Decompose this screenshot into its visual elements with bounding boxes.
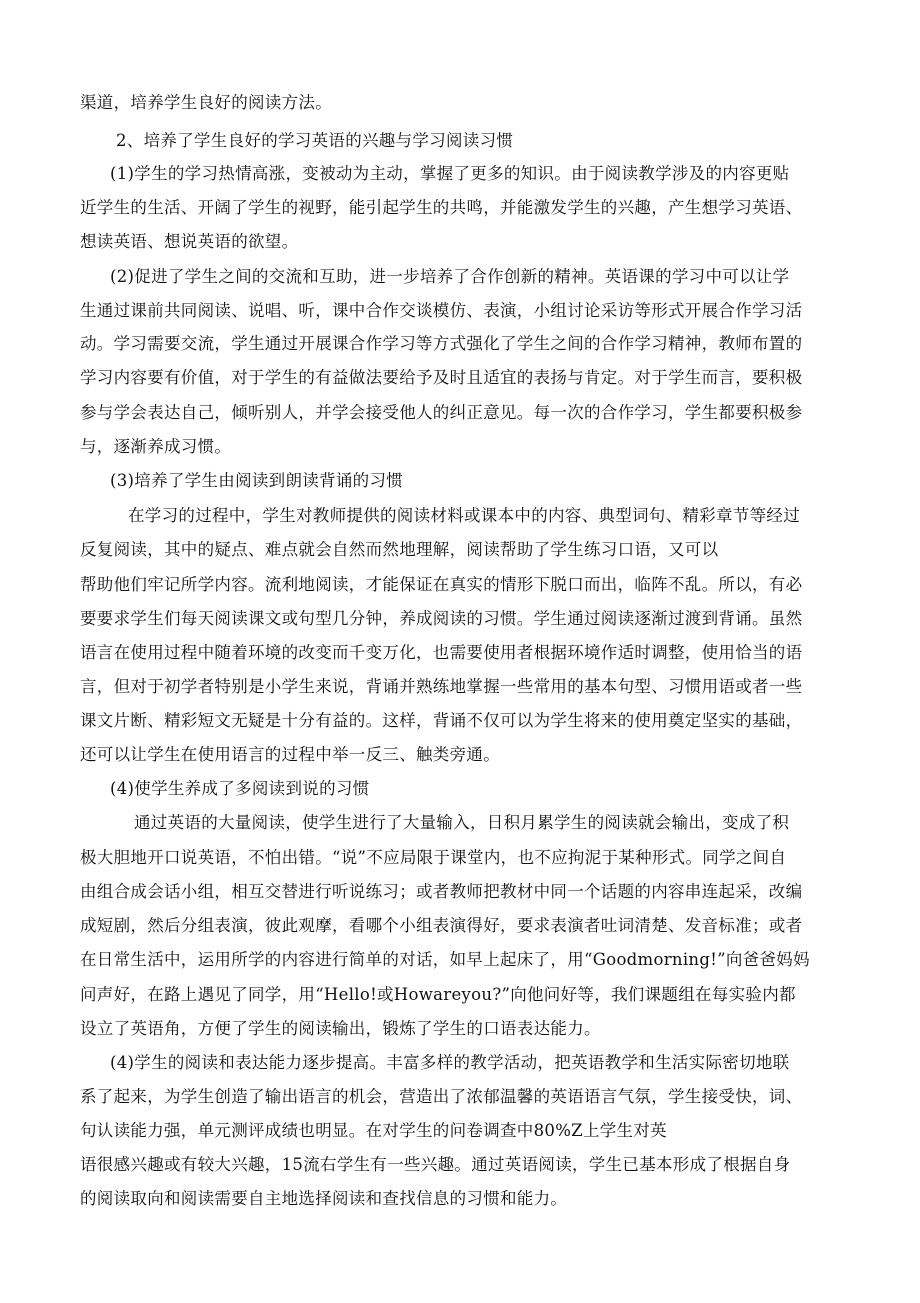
text-line: 帮助他们牢记所学内容。流利地阅读，才能保证在真实的情形下脱口而出，临阵不乱。所以，有必 bbox=[80, 575, 803, 594]
text-line: 生通过课前共同阅读、说唱、听，课中合作交谈模仿、表演，小组讨论采访等形式开展合作学习活 bbox=[80, 301, 803, 320]
paragraph-heading: (4)使学生养成了多阅读到说的习惯 bbox=[110, 779, 370, 798]
text-line: 课文片断、精彩短文无疑是十分有益的。这样，背诵不仅可以为学生将来的使用奠定坚实的基础， bbox=[80, 711, 803, 730]
text-line: 近学生的生活、开阔了学生的视野，能引起学生的共鸣，并能激发学生的兴趣，产生想学习英语、 bbox=[80, 198, 803, 217]
text-line: 学习内容要有价值，对于学生的有益做法要给予及时且适宜的表扬与肯定。对于学生而言，要积极 bbox=[80, 368, 803, 387]
text-line: 言，但对于初学者特别是小学生来说，背诵并熟练地掌握一些常用的基本句型、习惯用语或者一些 bbox=[80, 677, 803, 696]
text-line: 句认读能力强，单元测评成绩也明显。在对学生的问卷调查中80%Z上学生对英 bbox=[80, 1121, 667, 1140]
paragraph-heading: (4)学生的阅读和表达能力逐步提高。丰富多样的教学活动，把英语教学和生活实际密切地联 bbox=[110, 1053, 790, 1072]
text-line: 动。学习需要交流，学生通过开展课合作学习等方式强化了学生之间的合作学习精神，教师布置的 bbox=[80, 334, 803, 353]
text-line: 极大胆地开口说英语，不怕出错。“说”不应局限于课堂内，也不应拘泥于某种形式。同学之间自 bbox=[80, 848, 787, 867]
text-line: 要要求学生们每天阅读课文或句型几分钟，养成阅读的习惯。学生通过阅读逐渐过渡到背诵。虽然 bbox=[80, 609, 803, 628]
text-line: 的阅读取向和阅读需要自主地选择阅读和查找信息的习惯和能力。 bbox=[80, 1189, 568, 1208]
text-line: 设立了英语角，方便了学生的阅读输出，锻炼了学生的口语表达能力。 bbox=[80, 1019, 601, 1038]
text-line: 在日常生活中，运用所学的内容进行简单的对话，如早上起床了，用“Goodmorning!”向爸爸妈妈 bbox=[80, 950, 810, 969]
text-line: 渠道，培养学生良好的阅读方法。 bbox=[80, 93, 332, 112]
text-line: 系了起来，为学生创造了输出语言的机会，营造出了浓郁温馨的英语语言气氛，学生接受快，词、 bbox=[80, 1087, 803, 1106]
text-line: 在学习的过程中，学生对教师提供的阅读材料或课本中的内容、典型词句、精彩章节等经过 bbox=[128, 506, 800, 525]
text-line: 成短剧，然后分组表演，彼此观摩，看哪个小组表演得好，要求表演者吐词清楚、发音标准；或者 bbox=[80, 916, 803, 935]
paragraph-heading: (2)促进了学生之间的交流和互助，进一步培养了合作创新的精神。英语课的学习中可以让学 bbox=[110, 267, 790, 286]
text-line: 与，逐渐养成习惯。 bbox=[80, 437, 232, 456]
paragraph-heading: (1)学生的学习热情高涨，变被动为主动，掌握了更多的知识。由于阅读教学涉及的内容更贴 bbox=[110, 164, 790, 183]
text-line: 语很感兴趣或有较大兴趣，15流右学生有一些兴趣。通过英语阅读，学生已基本形成了根据自身 bbox=[80, 1155, 791, 1174]
text-line: 还可以让学生在使用语言的过程中举一反三、触类旁通。 bbox=[80, 745, 500, 764]
text-line: 通过英语的大量阅读，使学生进行了大量输入，日积月累学生的阅读就会输出，变成了积 bbox=[134, 813, 790, 832]
text-line: 参与学会表达自己，倾听别人，并学会接受他人的纠正意见。每一次的合作学习，学生都要积极参 bbox=[80, 403, 803, 422]
text-line: 想读英语、想说英语的欲望。 bbox=[80, 232, 299, 251]
text-line: 反复阅读，其中的疑点、难点就会自然而然地理解，阅读帮助了学生练习口语，又可以 bbox=[80, 540, 719, 559]
text-line: 问声好，在路上遇见了同学，用“Hello!或Howareyou?”向他问好等，我们课题组在每实验内都 bbox=[80, 985, 796, 1004]
section-heading: 2、培养了学生良好的学习英语的兴趣与学习阅读习惯 bbox=[116, 131, 514, 150]
text-line: 语言在使用过程中随着环境的改变而千变万化，也需要使用者根据环境作适时调整，使用恰当的语 bbox=[80, 643, 803, 662]
paragraph-heading: (3)培养了学生由阅读到朗读背诵的习惯 bbox=[110, 471, 404, 490]
text-line: 由组合成会话小组，相互交替进行听说练习；或者教师把教材中同一个话题的内容串连起采，改编 bbox=[80, 882, 803, 901]
